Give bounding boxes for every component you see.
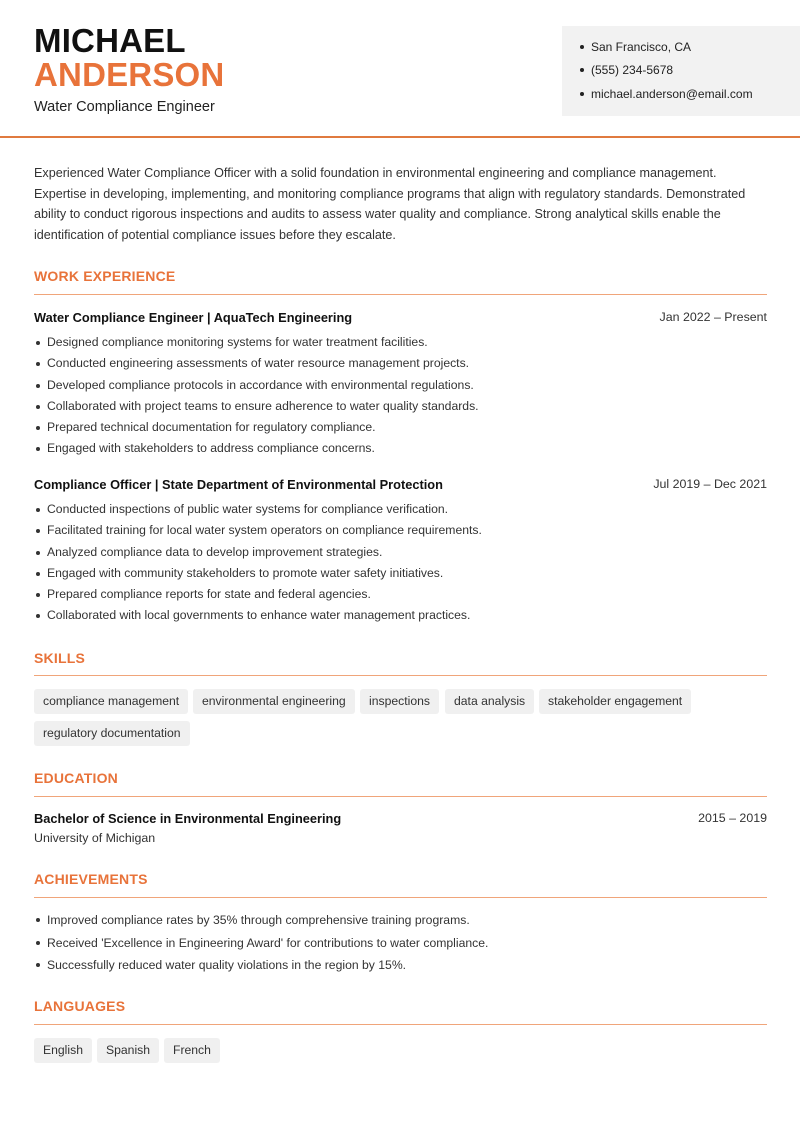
section-title-achievements: ACHIEVEMENTS: [34, 871, 148, 887]
contact-box: [562, 26, 800, 116]
language-tag: English: [34, 1038, 92, 1063]
section-divider: [34, 796, 767, 797]
last-name: ANDERSON: [34, 56, 225, 93]
location-text: San Francisco, CA: [591, 40, 692, 54]
list-item: Successfully reduced water quality violations in the region by 15%.: [34, 954, 767, 977]
list-item: Engaged with community stakeholders to promote water safety initiatives.: [34, 563, 767, 584]
skill-tag: data analysis: [445, 689, 534, 714]
list-item: Designed compliance monitoring systems for water treatment facilities.: [34, 332, 767, 353]
bullet-icon: [580, 68, 584, 72]
job-header: [34, 477, 767, 492]
list-item: Improved compliance rates by 35% through comprehensive training programs.: [34, 909, 767, 932]
section-divider: [34, 897, 767, 898]
job-title-company: Water Compliance Engineer | AquaTech Engineering: [34, 310, 353, 325]
list-item: Prepared compliance reports for state and federal agencies.: [34, 584, 767, 605]
bullet-icon: [580, 92, 584, 96]
section-divider: [34, 294, 767, 295]
job-title-company: Compliance Officer | State Department of Environmental Protection: [34, 477, 443, 492]
contact-phone: [580, 63, 673, 77]
list-item: Conducted engineering assessments of water resource management projects.: [34, 353, 767, 374]
language-tag: French: [164, 1038, 220, 1063]
section-title-work: WORK EXPERIENCE: [34, 268, 176, 284]
language-tag: Spanish: [97, 1038, 159, 1063]
job-title: Water Compliance Engineer: [34, 99, 215, 115]
email-text: michael.anderson@email.com: [591, 87, 753, 101]
job-dates: Jul 2019 – Dec 2021: [653, 477, 767, 491]
job-bullets: [34, 499, 767, 627]
first-name: MICHAEL: [34, 22, 186, 59]
education-school: University of Michigan: [34, 831, 156, 845]
job-dates: Jan 2022 – Present: [659, 310, 767, 324]
skill-tag: regulatory documentation: [34, 721, 190, 746]
list-item: Prepared technical documentation for regulatory compliance.: [34, 417, 767, 438]
skill-tag: compliance management: [34, 689, 188, 714]
skill-tag: environmental engineering: [193, 689, 355, 714]
job-header: [34, 310, 767, 325]
list-item: Developed compliance protocols in accordance with environmental regulations.: [34, 375, 767, 396]
contact-location: [580, 40, 691, 54]
skill-tag: inspections: [360, 689, 439, 714]
education-years: 2015 – 2019: [698, 811, 767, 825]
section-divider: [34, 1024, 767, 1025]
achievement-bullets: [34, 909, 767, 977]
section-title-education: EDUCATION: [34, 770, 118, 786]
summary: Experienced Water Compliance Officer with a solid foundation in environmental engineering and compliance management. Expertise in developing, implementing, and monitoring compliance programs that align with regulatory standards. Demonstrated ability to conduct rigorous inspections and audits to assess water quality and compliance. Strong analytical skills enable the identification of potential compliance issues before they escalate.: [34, 166, 746, 243]
list-item: Analyzed compliance data to develop improvement strategies.: [34, 542, 767, 563]
section-title-languages: LANGUAGES: [34, 998, 126, 1014]
section-divider: [34, 675, 767, 676]
list-item: Received 'Excellence in Engineering Award' for contributions to water compliance.: [34, 932, 767, 955]
job-bullets: [34, 332, 767, 460]
list-item: Facilitated training for local water system operators on compliance requirements.: [34, 520, 767, 541]
list-item: Collaborated with local governments to enhance water management practices.: [34, 605, 767, 626]
bullet-icon: [580, 45, 584, 49]
phone-text: (555) 234-5678: [591, 63, 674, 77]
list-item: Collaborated with project teams to ensure adherence to water quality standards.: [34, 396, 767, 417]
education-degree: Bachelor of Science in Environmental Engineering: [34, 811, 342, 826]
list-item: Conducted inspections of public water systems for compliance verification.: [34, 499, 767, 520]
skill-tag: stakeholder engagement: [539, 689, 691, 714]
resume-header: [0, 0, 800, 138]
contact-email: [580, 87, 753, 101]
list-item: Engaged with stakeholders to address compliance concerns.: [34, 438, 767, 459]
section-title-skills: SKILLS: [34, 650, 85, 666]
